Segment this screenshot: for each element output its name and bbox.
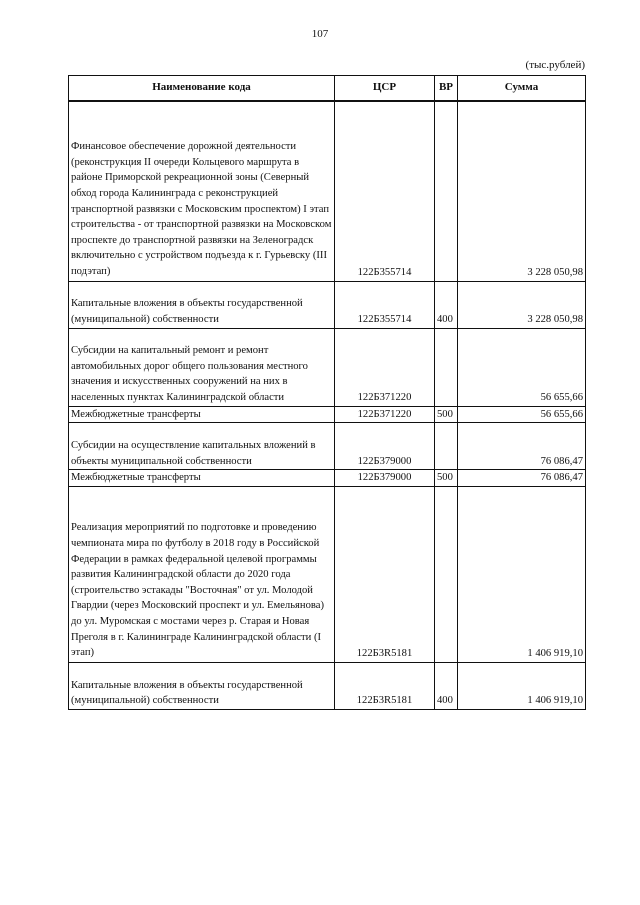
row-sum: 56 655,66 — [458, 406, 586, 423]
table-row — [69, 662, 586, 709]
row-vr — [435, 328, 458, 406]
row-csr: 122Б355714 — [335, 101, 435, 281]
budget-table — [68, 75, 586, 710]
row-name: Капитальные вложения в объекты государственной (муниципальной) собственности — [69, 281, 335, 328]
table-row — [69, 328, 586, 406]
row-vr — [435, 101, 458, 281]
row-name: Субсидии на капитальный ремонт и ремонт автомобильных дорог общего пользования местного значения и искусственных сооружений на них в населенных пунктах Калининградской области — [69, 328, 335, 406]
row-sum: 1 406 919,10 — [458, 662, 586, 709]
row-vr — [435, 486, 458, 662]
page-number: 107 — [311, 28, 329, 40]
row-sum: 76 086,47 — [458, 423, 586, 470]
row-csr: 122Б3R5181 — [335, 486, 435, 662]
column-header-csr: ЦСР — [335, 76, 435, 102]
table-row — [69, 470, 586, 487]
row-vr: 500 — [435, 470, 458, 487]
table-row — [69, 281, 586, 328]
row-name: Капитальные вложения в объекты государственной (муниципальной) собственности — [69, 662, 335, 709]
row-vr: 500 — [435, 406, 458, 423]
column-header-name: Наименование кода — [69, 76, 335, 102]
row-csr: 122Б355714 — [335, 281, 435, 328]
table-row — [69, 486, 586, 662]
row-name: Реализация мероприятий по подготовке и проведению чемпионата мира по футболу в 2018 году в Российской Федерации в рамках федеральной целевой программы развития Калининградской области до 2020 года (строительство эстакады "Восточная" от ул. Молодой Гвардии (через Московский проспект и ул. Емельянова) до ул. Муромская с мостами через р. Старая и Новая Преголя в г. Калининграде Калининградской области (I этап) — [69, 486, 335, 662]
row-sum: 56 655,66 — [458, 328, 586, 406]
row-name: Субсидии на осуществление капитальных вложений в объекты муниципальной собственности — [69, 423, 335, 470]
column-header-sum: Сумма — [458, 76, 586, 102]
table-row — [69, 423, 586, 470]
row-csr: 122Б371220 — [335, 328, 435, 406]
row-vr: 400 — [435, 662, 458, 709]
row-csr: 122Б3R5181 — [335, 662, 435, 709]
row-csr: 122Б379000 — [335, 423, 435, 470]
units-label: (тыс.рублей) — [525, 59, 585, 71]
row-vr: 400 — [435, 281, 458, 328]
row-csr: 122Б371220 — [335, 406, 435, 423]
row-vr — [435, 423, 458, 470]
row-sum: 1 406 919,10 — [458, 486, 586, 662]
row-name: Финансовое обеспечение дорожной деятельности (реконструкция II очереди Кольцевого маршрута в районе Приморской рекреационной зоны (Северный обход города Калининграда с реконструкцией транспортной развязки с Московским проспектом) I этап строительства - от транспортной развязки на Московском проспекте до транспортной развязки на Зеленоградск включительно с устройством подъезда к г. Гурьевску (III подэтап) — [69, 101, 335, 281]
table-row — [69, 101, 586, 281]
table-row — [69, 406, 586, 423]
row-csr: 122Б379000 — [335, 470, 435, 487]
row-sum: 3 228 050,98 — [458, 101, 586, 281]
row-name: Межбюджетные трансферты — [69, 470, 335, 487]
table-header-row — [69, 76, 586, 102]
row-sum: 76 086,47 — [458, 470, 586, 487]
column-header-vr: ВР — [435, 76, 458, 102]
row-sum: 3 228 050,98 — [458, 281, 586, 328]
row-name: Межбюджетные трансферты — [69, 406, 335, 423]
